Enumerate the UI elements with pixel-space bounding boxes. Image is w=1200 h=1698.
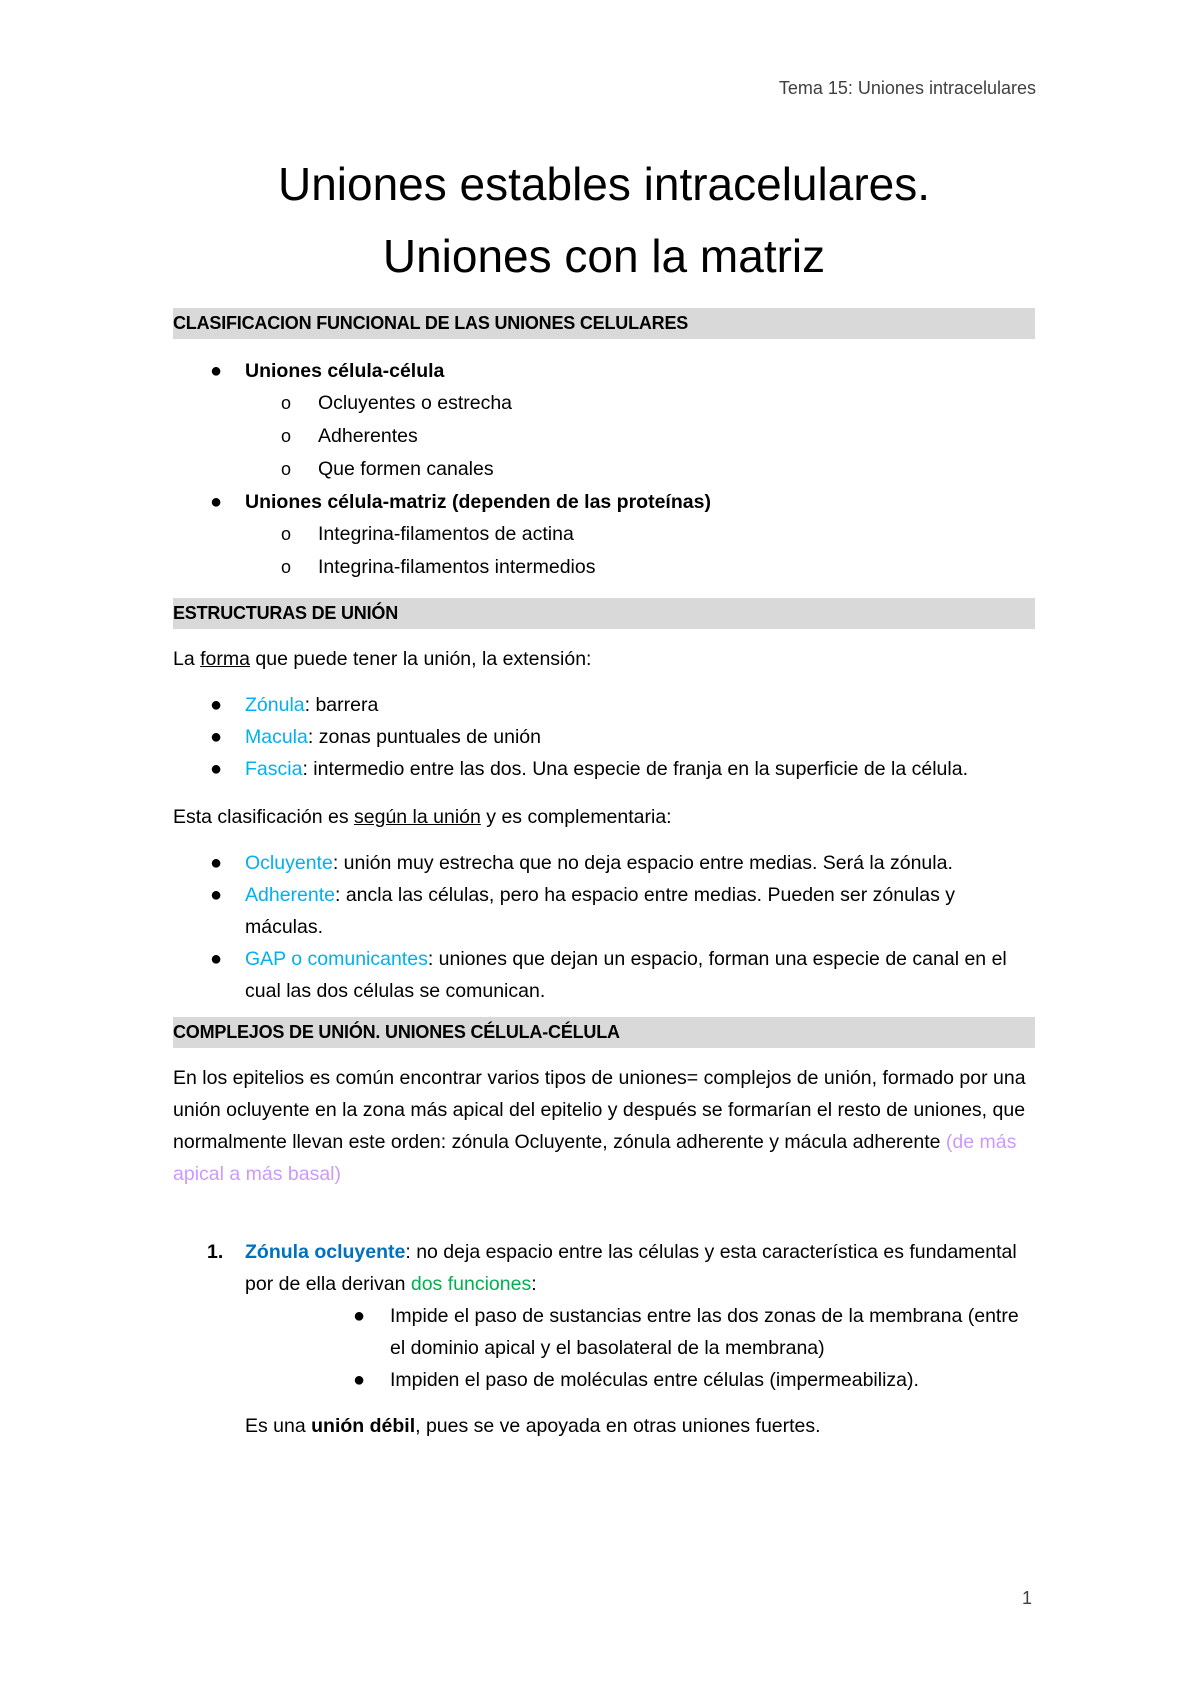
section-heading-complejos: COMPLEJOS DE UNIÓN. UNIONES CÉLULA-CÉLULA xyxy=(173,1017,1035,1048)
circle-bullet-icon: o xyxy=(281,524,292,544)
list-tipos xyxy=(173,847,1035,1007)
list-item xyxy=(173,453,1035,486)
list-funciones xyxy=(173,1300,1035,1396)
document-body xyxy=(173,308,1035,1442)
list-item: ● Adherente: ancla las células, pero ha espacio entre medias. Pueden ser zónulas y máculas. xyxy=(173,879,1035,943)
list-item-label: Integrina-filamentos intermedios xyxy=(318,556,596,578)
bullet-icon: ● xyxy=(353,1369,366,1391)
list-item-label: Ocluyentes o estrecha xyxy=(318,392,513,414)
section-heading-estructuras: ESTRUCTURAS DE UNIÓN xyxy=(173,598,1035,629)
list-item-label: Que formen canales xyxy=(318,458,494,480)
title-line-2: Uniones con la matriz xyxy=(382,230,826,282)
term: Adherente xyxy=(245,884,335,906)
bullet-icon: ● xyxy=(210,694,223,716)
list-item: 1. Zónula ocluyente: no deja espacio entre las células y esta característica es fundamental por de ella derivan dos funciones: xyxy=(173,1236,1035,1300)
underlined-term: forma xyxy=(200,648,250,670)
term: Zónula ocluyente xyxy=(245,1241,406,1263)
list-item-label: Integrina-filamentos de actina xyxy=(318,523,574,545)
list-item-label: Uniones célula-matriz (dependen de las proteínas) xyxy=(245,491,711,513)
term: Fascia xyxy=(245,758,303,780)
circle-bullet-icon: o xyxy=(281,393,292,413)
list-item xyxy=(173,518,1035,551)
list-item: ● GAP o comunicantes: uniones que dejan un espacio, forman una especie de canal en el cual las dos células se comunican. xyxy=(173,943,1035,1007)
running-header: Tema 15: Uniones intracelulares xyxy=(778,78,1036,98)
highlight-dos-funciones: dos funciones xyxy=(410,1273,532,1295)
list-item: ● Fascia: intermedio entre las dos. Una especie de franja en la superficie de la célula. xyxy=(173,753,1035,785)
list-item xyxy=(173,1300,1035,1364)
title-line-1: Uniones estables intracelulares. xyxy=(277,158,931,210)
bullet-icon: ● xyxy=(210,884,223,906)
bullet-icon: ● xyxy=(210,758,223,780)
list-item xyxy=(173,387,1035,420)
circle-bullet-icon: o xyxy=(281,426,292,446)
page-number: 1 xyxy=(1021,1588,1032,1608)
list-item xyxy=(173,420,1035,453)
list-item xyxy=(173,1364,1035,1396)
list-item xyxy=(173,551,1035,584)
note-apical-basal: (de más apical a más basal) xyxy=(173,1131,1017,1185)
list-item-label: Adherentes xyxy=(318,425,418,447)
list-item: ● Ocluyente: unión muy estrecha que no deja espacio entre medias. Será la zónula. xyxy=(173,847,1035,879)
paragraph-forma: La forma que puede tener la unión, la extensión: xyxy=(173,648,592,670)
list-item: ● Macula: zonas puntuales de unión xyxy=(173,721,1035,753)
paragraph-union-debil: Es una unión débil, pues se ve apoyada en otras uniones fuertes. xyxy=(245,1415,821,1437)
bullet-icon: ● xyxy=(210,491,223,513)
list-clasificacion xyxy=(173,355,1035,584)
bullet-icon: ● xyxy=(210,360,223,382)
list-number: 1. xyxy=(207,1241,224,1263)
term: Zónula xyxy=(245,694,305,716)
list-item xyxy=(173,486,1035,518)
bullet-icon: ● xyxy=(210,852,223,874)
section-heading-clasificacion: CLASIFICACION FUNCIONAL DE LAS UNIONES CELULARES xyxy=(173,308,1035,339)
list-item xyxy=(173,355,1035,387)
list-item-label: Impiden el paso de moléculas entre células (impermeabiliza). xyxy=(390,1369,919,1391)
term: GAP o comunicantes xyxy=(245,948,428,970)
list-item-label: Uniones célula-célula xyxy=(245,360,445,382)
list-formas xyxy=(173,689,1035,785)
list-item: ● Zónula: barrera xyxy=(173,689,1035,721)
paragraph-complejos: En los epitelios es común encontrar varios tipos de uniones= complejos de unión, formado por una unión ocluyente en la zona más apical del epitelio y después se formarían el resto de uniones, que normalmente llevan este orden: zónula Ocluyente, zónula adherente y mácula adherente (de más apical a más basal) xyxy=(173,1067,1026,1185)
document-title xyxy=(173,148,1035,292)
bullet-icon: ● xyxy=(210,948,223,970)
circle-bullet-icon: o xyxy=(281,459,292,479)
bullet-icon: ● xyxy=(210,726,223,748)
term: Ocluyente xyxy=(245,852,333,874)
list-item-label: Impide el paso de sustancias entre las dos zonas de la membrana (entre el dominio apical y el basolateral de la membrana) xyxy=(390,1305,1019,1359)
circle-bullet-icon: o xyxy=(281,557,292,577)
paragraph-clasificacion: Esta clasificación es según la unión y es complementaria: xyxy=(173,806,672,828)
bullet-icon: ● xyxy=(353,1305,366,1327)
term: Macula xyxy=(245,726,308,748)
bold-term: unión débil xyxy=(311,1415,416,1437)
list-complejos xyxy=(173,1236,1035,1300)
underlined-term: según la unión xyxy=(354,806,481,828)
